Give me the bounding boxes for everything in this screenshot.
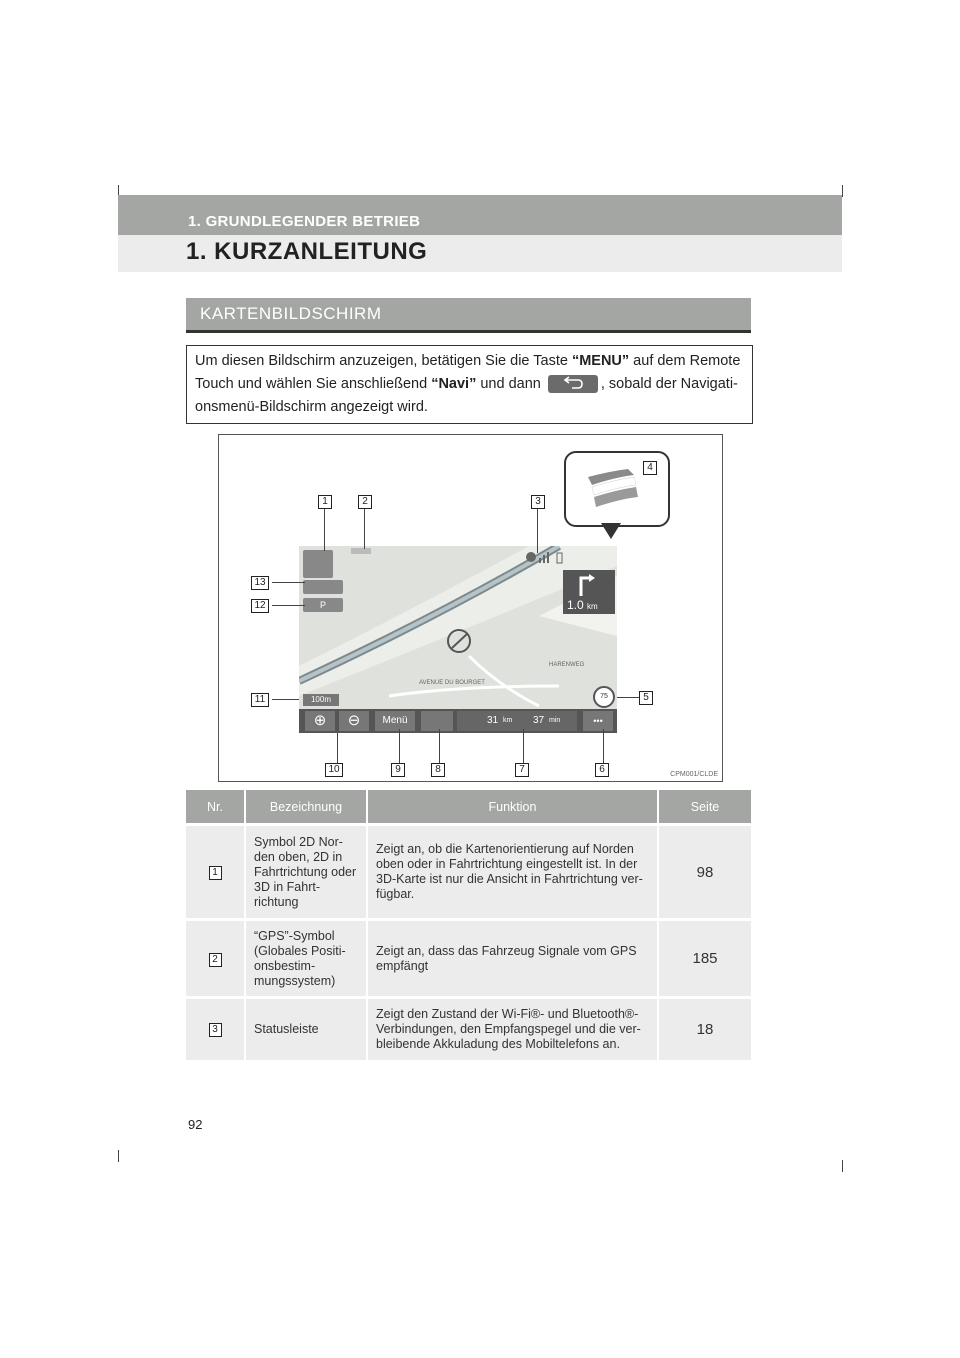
leader-line: [272, 605, 305, 606]
bottom-toolbar: [299, 709, 617, 733]
callout-number: 9: [391, 763, 405, 777]
row-number: 2: [209, 953, 222, 967]
row-page: 18: [658, 998, 751, 1060]
callout-number: 4: [643, 461, 657, 475]
menu-key-label: “MENU”: [571, 353, 630, 369]
street-label: HARENWEG: [549, 662, 585, 668]
figure-code: CPM001/CLDE: [670, 771, 718, 778]
callout-number: 12: [251, 599, 269, 613]
turn-arrow-icon: [563, 570, 615, 598]
leader-line: [272, 699, 299, 700]
more-options-button[interactable]: •••: [583, 711, 613, 731]
leader-line: [603, 729, 604, 763]
row-number: 3: [209, 1023, 222, 1037]
callout-tail: [601, 523, 621, 539]
callout-number: 8: [431, 763, 445, 777]
callout-number: 5: [639, 691, 653, 705]
intro-text-2: auf dem Remote Touch und wählen Sie anschließend: [195, 353, 741, 392]
intro-box: [186, 345, 753, 424]
trip-time-unit: min: [549, 717, 561, 724]
column-header: Nr.: [186, 790, 245, 825]
voice-guidance-button[interactable]: [421, 711, 453, 731]
map-screen-figure: [218, 434, 723, 782]
callout-number: 7: [515, 763, 529, 777]
callout-number: 1: [318, 495, 332, 509]
row-page: 98: [658, 825, 751, 920]
row-function: Zeigt an, dass das Fahrzeug Signale vom GPS empfängt: [367, 920, 658, 998]
distance-unit: km: [587, 602, 598, 611]
callout-number: 11: [251, 693, 269, 707]
row-function: Zeigt an, ob die Kartenorientierung auf Norden oben oder in Fahrtrichtung eingestellt ist. In der 3D-Karte ist nur die Ansicht in Fahrtrichtung ver-fügbar.: [367, 825, 658, 920]
info-table: [186, 790, 751, 1060]
turn-guidance-panel: [563, 570, 615, 614]
intro-text-4: , sobald der Navigati-onsmenü-Bildschirm angezeigt wird.: [195, 376, 738, 415]
intro-text-3: und dann: [476, 376, 545, 392]
crop-mark: [842, 1160, 843, 1172]
leader-line: [364, 509, 365, 549]
traffic-icon[interactable]: [303, 580, 343, 594]
row-page: 185: [658, 920, 751, 998]
table-row: [186, 825, 751, 920]
row-name: Statusleiste: [245, 998, 367, 1060]
trip-distance: 31: [487, 715, 499, 726]
column-header: Bezeichnung: [245, 790, 367, 825]
leader-line: [337, 733, 338, 763]
leader-line: [272, 582, 305, 583]
leader-line: [617, 697, 639, 698]
callout-number: 10: [325, 763, 343, 777]
page-number: 92: [188, 1117, 203, 1132]
leader-line: [523, 729, 524, 763]
street-label: AVENUE DU BOURGET: [419, 680, 485, 686]
leader-line: [324, 509, 325, 551]
chapter-title: 1. GRUNDLEGENDER BETRIEB: [188, 213, 421, 230]
intro-text-1: Um diesen Bildschirm anzuzeigen, betätigen Sie die Taste: [195, 353, 572, 369]
column-header: Funktion: [367, 790, 658, 825]
trip-distance-unit: km: [503, 717, 513, 724]
column-header: Seite: [658, 790, 751, 825]
page-title: 1. KURZANLEITUNG: [186, 238, 428, 265]
distance-value: 1.0: [567, 598, 584, 612]
leader-line: [537, 509, 538, 553]
callout-number: 2: [358, 495, 372, 509]
callout-number: 6: [595, 763, 609, 777]
zoom-out-button[interactable]: ⊖: [339, 711, 369, 731]
gps-symbol: [351, 548, 371, 554]
row-function: Zeigt den Zustand der Wi-Fi®- und Bluetooth®-Verbindungen, den Empfangspegel und die ver-bleibende Akkuladung des Mobiltelefons an.: [367, 998, 658, 1060]
callout-number: 13: [251, 576, 269, 590]
row-name: Symbol 2D Nor-den oben, 2D in Fahrtrichtung oder 3D in Fahrt-richtung: [245, 825, 367, 920]
orientation-icon[interactable]: [303, 550, 333, 578]
crop-mark: [118, 1150, 119, 1162]
scale-indicator: 100m: [303, 694, 339, 706]
table-row: [186, 998, 751, 1060]
section-title: KARTENBILDSCHIRM: [200, 304, 382, 323]
navi-label: “Navi”: [431, 376, 477, 392]
zoom-in-button[interactable]: ⊕: [305, 711, 335, 731]
section-bar: [186, 298, 751, 333]
navigation-map: [299, 546, 617, 733]
crop-mark: [842, 185, 843, 197]
menu-button[interactable]: Menü: [375, 711, 415, 731]
status-bar: [525, 550, 565, 564]
speed-limit-sign: 75: [593, 686, 615, 708]
trip-time: 37: [533, 715, 545, 726]
leader-line: [399, 729, 400, 763]
route-info-panel[interactable]: [457, 711, 577, 731]
back-arrow-icon: [548, 375, 598, 393]
leader-line: [439, 729, 440, 763]
table-row: [186, 920, 751, 998]
callout-number: 3: [531, 495, 545, 509]
parking-icon[interactable]: P: [303, 598, 343, 612]
row-name: “GPS”-Symbol (Globales Positi-onsbestim-mungssystem): [245, 920, 367, 998]
row-number: 1: [209, 866, 222, 880]
